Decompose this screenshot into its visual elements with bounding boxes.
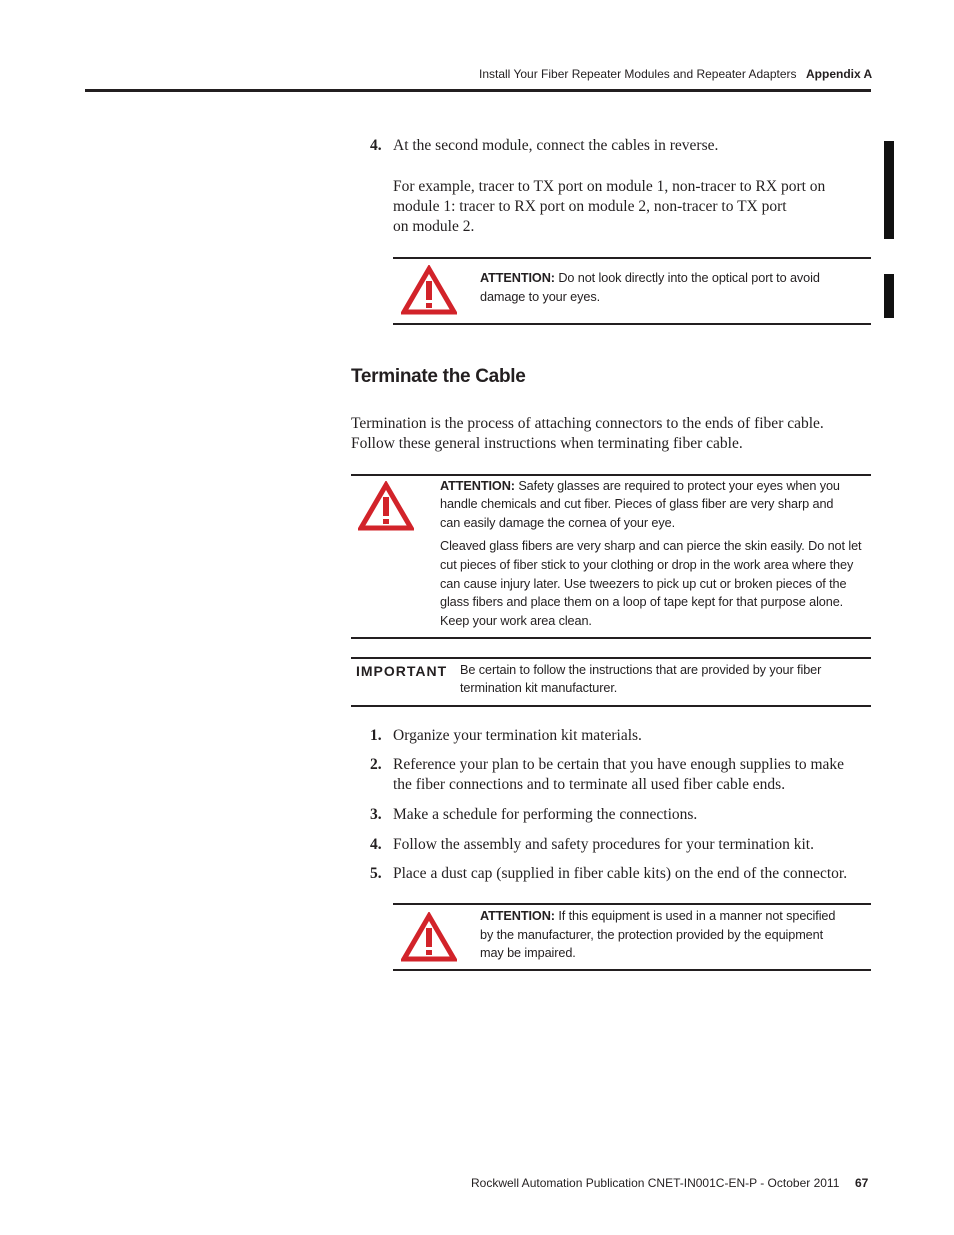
attention-text-line: cut pieces of fiber stick to your clothing or drop in the work area where they [440,558,854,572]
attention-label: ATTENTION: [440,479,515,493]
callout-bottom-rule [351,637,871,639]
attention-text-line: can cause injury later. Use tweezers to pick up cut or broken pieces of the [440,577,847,591]
warning-triangle-icon [401,912,457,962]
running-header-title: Install Your Fiber Repeater Modules and Repeater Adapters [479,67,797,81]
attention-text-line: Do not look directly into the optical port to avoid [554,271,820,285]
attention-text-line: damage to your eyes. [480,290,601,304]
example-line: on module 2. [393,218,475,235]
callout-bottom-rule [393,323,871,325]
step-number: 4. [370,836,382,853]
step-number: 2. [370,756,382,773]
example-line: module 1: tracer to RX port on module 2, non-tracer to TX port [393,198,787,215]
step-text: At the second module, connect the cables in reverse. [393,137,719,154]
side-tab-marker [884,141,894,239]
important-label: IMPORTANT [356,663,448,679]
warning-triangle-icon [358,481,414,531]
attention-text-line: Cleaved glass fibers are very sharp and can pierce the skin easily. Do not let [440,539,862,553]
attention-text [480,907,835,926]
attention-text-line: If this equipment is used in a manner not specified [554,909,836,923]
attention-text-line: glass fibers and place them on a loop of tape kept for that purpose alone. [440,595,844,609]
attention-text-line: Safety glasses are required to protect your eyes when you [514,479,840,493]
callout-bottom-rule [351,705,871,707]
callout-top-rule [393,257,871,259]
step-text: the fiber connections and to terminate all used fiber cable ends. [393,776,786,793]
header-rule [85,89,871,92]
attention-text-line: handle chemicals and cut fiber. Pieces of glass fiber are very sharp and [440,497,834,511]
callout-top-rule [393,903,871,905]
side-tab-marker [884,274,894,318]
attention-text-line: Keep your work area clean. [440,614,592,628]
attention-text [440,477,840,496]
attention-text-line: may be impaired. [480,946,576,960]
step-number: 3. [370,806,382,823]
page-number: 67 [855,1176,869,1190]
step-number: 1. [370,727,382,744]
step-text: Reference your plan to be certain that you have enough supplies to make [393,756,845,773]
running-header-appendix: Appendix A [806,67,873,81]
intro-line: Termination is the process of attaching connectors to the ends of fiber cable. [351,415,824,432]
step-number: 5. [370,865,382,882]
important-text-line: termination kit manufacturer. [460,681,618,695]
step-text: Follow the assembly and safety procedures for your termination kit. [393,836,814,853]
step-text: Place a dust cap (supplied in fiber cable kits) on the end of the connector. [393,865,848,882]
intro-line: Follow these general instructions when terminating fiber cable. [351,435,743,452]
step-text: Organize your termination kit materials. [393,727,642,744]
attention-text-line: can easily damage the cornea of your eye. [440,516,675,530]
footer-publication: Rockwell Automation Publication CNET-IN001C-EN-P - October 2011 [471,1176,840,1190]
warning-triangle-icon [401,265,457,315]
callout-bottom-rule [393,969,871,971]
callout-top-rule [351,474,871,476]
attention-text [480,269,820,288]
attention-label: ATTENTION: [480,909,555,923]
attention-text-line: by the manufacturer, the protection provided by the equipment [480,928,824,942]
example-line: For example, tracer to TX port on module 1, non-tracer to RX port on [393,178,826,195]
callout-top-rule [351,657,871,659]
step-number: 4. [370,137,382,154]
step-text: Make a schedule for performing the connections. [393,806,698,823]
attention-label: ATTENTION: [480,271,555,285]
section-heading: Terminate the Cable [351,366,526,387]
important-text-line: Be certain to follow the instructions that are provided by your fiber [460,663,822,677]
